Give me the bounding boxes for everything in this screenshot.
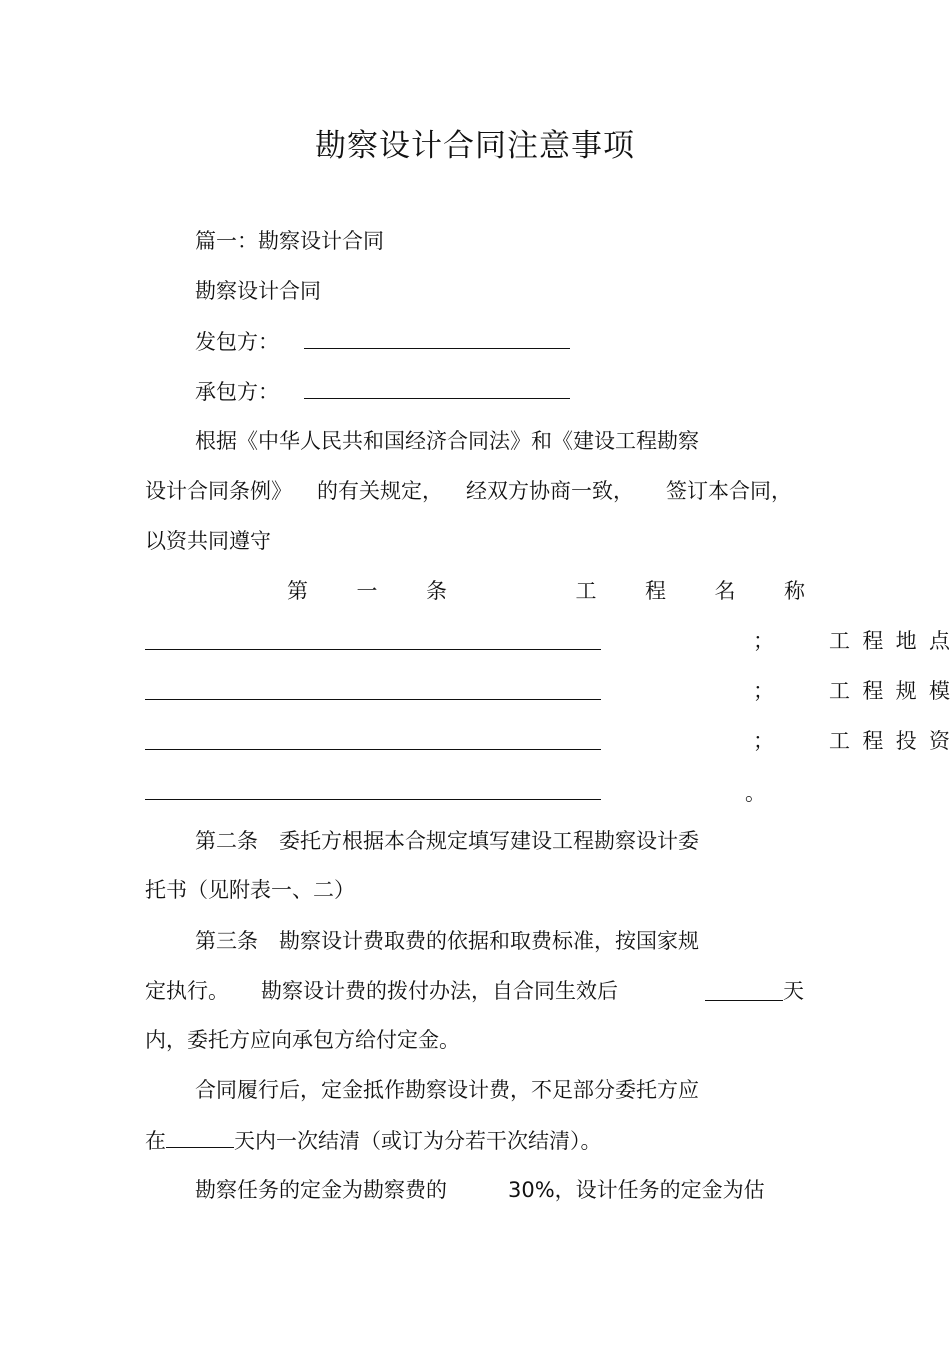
semicolon: ； [753, 679, 774, 703]
project-investment-blank [145, 799, 601, 800]
article-3-part-2: 勘察设计费的拨付办法，自合同生效后 [261, 979, 618, 1003]
label-char: 工 [829, 729, 850, 753]
contractor-blank [304, 376, 570, 399]
project-location-label [829, 626, 950, 656]
payment-part-2: 天内一次结清（或订为分若干次结清）。 [234, 1129, 602, 1153]
deposit-part-1: 勘察任务的定金为勘察费的 [195, 1178, 447, 1202]
label-char: 程 [862, 679, 884, 703]
label-char: 地 [895, 629, 917, 653]
article-3-part-1: 定执行。 [145, 979, 229, 1003]
article-1-heading [287, 576, 805, 606]
project-scale-row [145, 726, 950, 756]
contractor-line [195, 376, 570, 407]
article-2-line-2: 托书（见附表一、二） [145, 878, 355, 902]
article-1-char: 条 [426, 579, 447, 603]
project-name-blank [145, 649, 601, 650]
label-char: 程 [862, 729, 884, 753]
preamble-line-2 [145, 476, 805, 506]
project-location-row [145, 676, 950, 706]
period: 。 [745, 781, 766, 805]
section-heading: 篇一：勘察设计合同 [195, 229, 384, 253]
settlement-days-blank [166, 1125, 234, 1148]
preamble-part-1: 设计合同条例》 [145, 479, 292, 503]
article-3-part-3: 天 [783, 979, 804, 1003]
project-location-blank [145, 699, 601, 700]
preamble-part-4: 签订本合同， [666, 479, 792, 503]
days-blank [705, 978, 783, 1001]
semicolon: ； [753, 629, 774, 653]
employer-line [195, 326, 570, 357]
label-char: 工 [829, 629, 850, 653]
label-char: 投 [895, 729, 917, 753]
article-1-char: 名 [714, 579, 736, 603]
label-char: 资 [928, 729, 950, 753]
article-2-line-1: 第二条 委托方根据本合规定填写建设工程勘察设计委 [195, 829, 699, 853]
payment-line-1: 合同履行后，定金抵作勘察设计费，不足部分委托方应 [195, 1078, 699, 1102]
label-char: 模 [928, 679, 950, 703]
article-1-char: 第 [287, 579, 308, 603]
article-1-char: 工 [575, 579, 597, 603]
deposit-line [195, 1175, 805, 1205]
employer-blank [304, 326, 570, 349]
payment-line-2 [145, 1125, 602, 1156]
article-1-char: 称 [784, 579, 805, 603]
preamble-part-3: 经双方协商一致， [466, 479, 634, 503]
label-char: 规 [895, 679, 917, 703]
article-1-char: 程 [645, 579, 666, 603]
article-3-line-3: 内，委托方应向承包方给付定金。 [145, 1028, 460, 1052]
employer-label: 发包方： [195, 330, 279, 354]
project-name-row [145, 626, 950, 656]
deposit-part-2: 30%，设计任务的定金为估 [508, 1178, 765, 1202]
article-3-line-2 [145, 976, 805, 1006]
document-title: 勘察设计合同注意事项 [315, 128, 635, 164]
contractor-label: 承包方： [195, 380, 279, 404]
preamble-line-3: 以资共同遵守 [145, 529, 271, 553]
project-scale-label [829, 676, 950, 706]
label-char: 工 [829, 679, 850, 703]
article-3-line-1: 第三条 勘察设计费取费的依据和取费标准，按国家规 [195, 929, 699, 953]
article-1-char: 一 [356, 579, 378, 603]
semicolon: ； [753, 729, 774, 753]
project-investment-label [829, 726, 950, 756]
label-char: 点 [928, 629, 950, 653]
contract-name: 勘察设计合同 [195, 279, 321, 303]
payment-part-1: 在 [145, 1129, 166, 1153]
preamble-part-2: 的有关规定， [317, 479, 443, 503]
project-scale-blank [145, 749, 601, 750]
label-char: 程 [862, 629, 884, 653]
preamble-line-1: 根据《中华人民共和国经济合同法》和《建设工程勘察 [195, 429, 699, 453]
project-investment-row [145, 776, 805, 806]
